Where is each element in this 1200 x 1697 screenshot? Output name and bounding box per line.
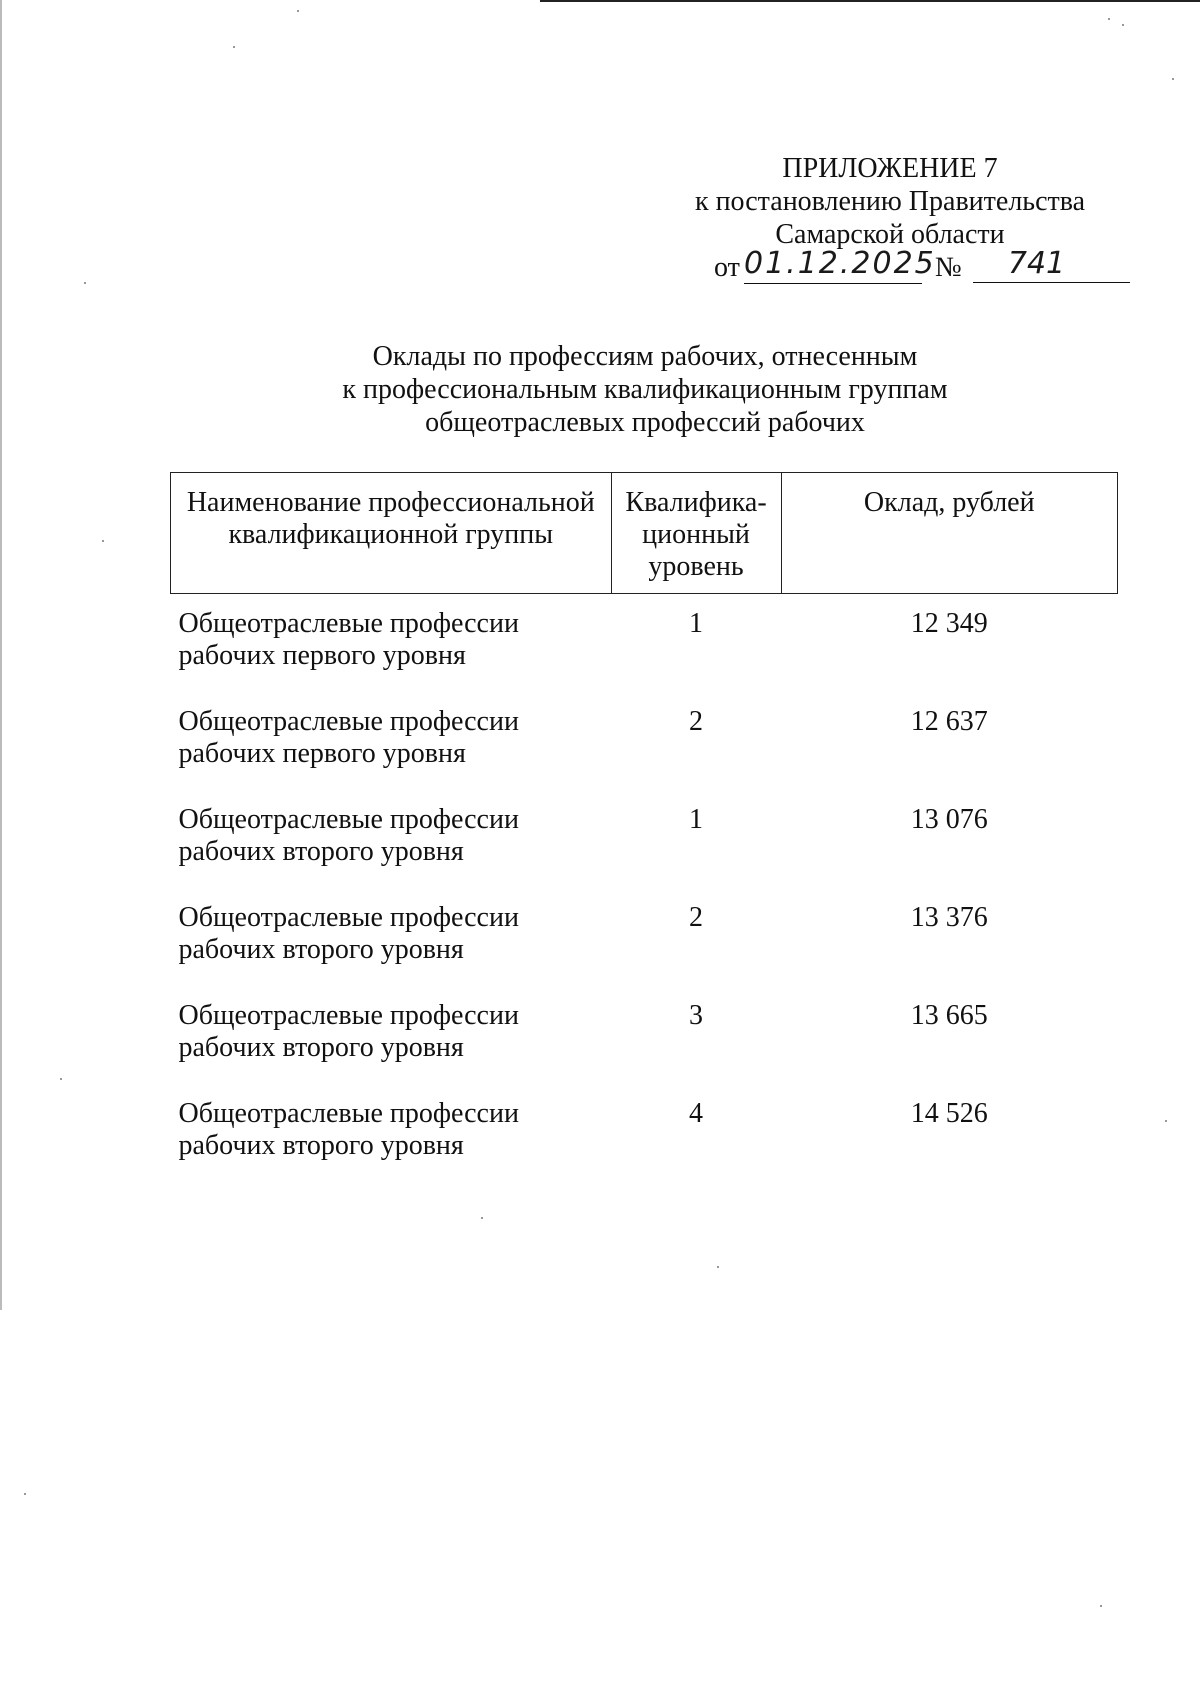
scan-speck <box>717 1266 719 1268</box>
scan-speck <box>1165 1120 1167 1122</box>
scan-speck <box>1122 24 1124 26</box>
row-group-name: Общеотраслевые профессии рабочих второго уровня <box>178 1098 519 1161</box>
scan-speck <box>1108 18 1110 20</box>
scan-speck <box>102 540 104 542</box>
appendix-region: Самарской области <box>775 219 1005 250</box>
row-salary: 13 376 <box>910 902 988 933</box>
row-group-name: Общеотраслевые профессии рабочих первого уровня <box>178 706 519 769</box>
salary-table <box>170 472 1118 1182</box>
appendix-reference: к постановлению Правительства <box>694 186 1086 217</box>
table-row <box>171 594 1118 693</box>
scan-speck <box>1172 78 1174 80</box>
row-group-name: Общеотраслевые профессии рабочих второго уровня <box>178 902 519 965</box>
row-salary: 13 665 <box>910 1000 988 1031</box>
table-row <box>171 986 1118 1084</box>
table-row <box>171 1084 1118 1182</box>
table-header-row <box>171 473 1118 594</box>
header-group-name: Наименование профессиональной квалификационной группы <box>171 473 612 594</box>
row-level: 3 <box>689 1000 704 1031</box>
row-salary: 13 076 <box>910 804 988 835</box>
header-qualification-level: Квалифика-ционный уровень <box>611 473 781 594</box>
row-group-name: Общеотраслевые профессии рабочих первого уровня <box>178 608 519 671</box>
appendix-number: ПРИЛОЖЕНИЕ 7 <box>782 153 998 184</box>
row-level: 4 <box>689 1098 704 1129</box>
row-salary: 14 526 <box>910 1098 988 1129</box>
document-title <box>230 340 1060 439</box>
row-level: 2 <box>689 706 704 737</box>
number-sign: № <box>935 252 962 283</box>
row-level: 1 <box>689 608 704 639</box>
scan-speck <box>60 1078 62 1080</box>
table-row <box>171 692 1118 790</box>
scan-speck <box>233 46 235 48</box>
row-salary: 12 349 <box>910 608 988 639</box>
title-line-3: общеотраслевых профессий рабочих <box>425 407 865 438</box>
row-level: 2 <box>689 902 704 933</box>
row-group-name: Общеотраслевые профессии рабочих второго уровня <box>178 804 519 867</box>
row-level: 1 <box>689 804 704 835</box>
resolution-number: 741 <box>973 247 1130 283</box>
scan-speck <box>297 10 299 12</box>
scan-speck <box>84 282 86 284</box>
scan-speck <box>1100 1605 1102 1607</box>
table-row <box>171 888 1118 986</box>
resolution-date: 01.12.2025 <box>744 247 922 284</box>
scan-left-edge <box>0 0 2 1310</box>
row-salary: 12 637 <box>910 706 988 737</box>
title-line-1: Оклады по профессиям рабочих, отнесенным <box>372 341 918 372</box>
row-group-name: Общеотраслевые профессии рабочих второго уровня <box>178 1000 519 1063</box>
date-prefix: от <box>714 252 740 283</box>
resolution-date-number <box>660 246 1120 287</box>
scan-speck <box>481 1217 483 1219</box>
appendix-header <box>660 152 1120 287</box>
table-row <box>171 790 1118 888</box>
header-salary: Оклад, рублей <box>781 473 1117 594</box>
scan-top-border <box>540 0 1200 2</box>
scan-speck <box>24 1493 26 1495</box>
title-line-2: к профессиональным квалификационным группам <box>342 374 948 405</box>
